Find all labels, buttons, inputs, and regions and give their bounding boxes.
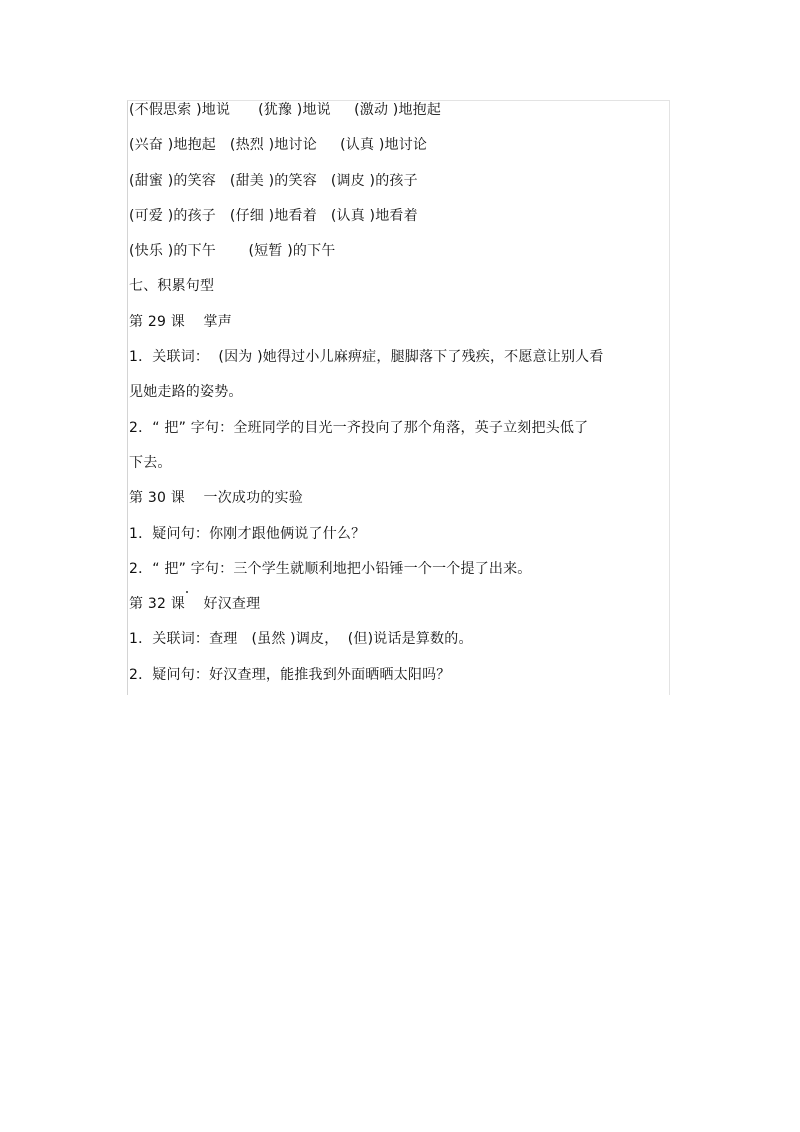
lesson-32-item-2: 2．疑问句：好汉查理，能推我到外面晒晒太阳吗？	[129, 666, 451, 683]
lesson-29-item-2: 2．“ 把” 字句：全班同学的目光一齐投向了那个角落，英子立刻把头低了	[129, 419, 589, 436]
word-pairs-line-2: (兴奋 )地抱起 (热烈 )地讨论 (认真 )地讨论	[129, 137, 428, 154]
lesson-32-item-1: 1．关联词：查理 (虽然 )调皮， (但)说话是算数的。	[129, 631, 473, 648]
stray-dot	[186, 591, 188, 593]
section-heading: 七、积累句型	[129, 278, 215, 295]
word-pairs-line-5: (快乐 )的下午 (短暂 )的下午	[129, 243, 336, 260]
lesson-30-item-1: 1．疑问句：你刚才跟他俩说了什么？	[129, 525, 366, 542]
lesson-30-title: 第 30 课 一次成功的实验	[129, 490, 303, 507]
lesson-29-item-1-cont: 见她走路的姿势。	[129, 384, 243, 401]
document-body	[129, 96, 669, 696]
word-pairs-line-3: (甜蜜 )的笑容 (甜美 )的笑容 (调皮 )的孩子	[129, 172, 418, 189]
lesson-29-item-2-cont: 下去。	[129, 454, 172, 471]
word-pairs-line-1: (不假思索 )地说 (犹豫 )地说 (激动 )地抱起	[129, 102, 442, 118]
lesson-30-item-2: 2．“ 把” 字句：三个学生就顺利地把小铅锤一个一个提了出来。	[129, 560, 532, 577]
lesson-32-title: 第 32 课 好汉查理	[129, 596, 261, 613]
lesson-29-title: 第 29 课 掌声	[129, 313, 232, 330]
lesson-29-item-1: 1．关联词： (因为 )她得过小儿麻痹症，腿脚落下了残疾，不愿意让别人看	[129, 349, 604, 366]
word-pairs-line-4: (可爱 )的孩子 (仔细 )地看着 (认真 )地看着	[129, 207, 418, 224]
